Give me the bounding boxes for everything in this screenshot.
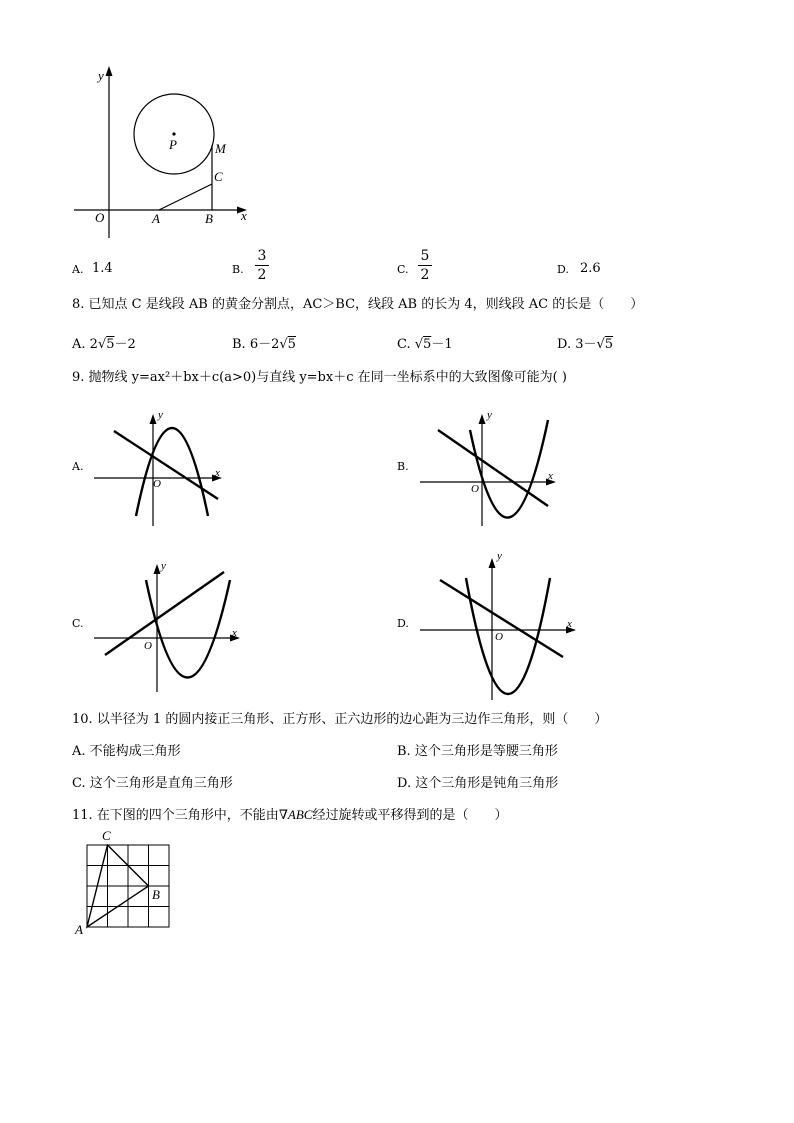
q9-d-origin: O bbox=[495, 631, 503, 643]
q7-option-c-denominator: 2 bbox=[420, 267, 430, 283]
q8-option-c-radical-sign: √ bbox=[414, 337, 424, 352]
q10-option-c: C. 这个三角形是直角三角形 bbox=[72, 776, 233, 791]
q8-option-b-radical-sign: √ bbox=[279, 337, 288, 352]
q10-option-d: D. 这个三角形是钝角三角形 bbox=[397, 776, 559, 791]
q11-label-c: C bbox=[102, 828, 111, 843]
q7-point-p: P bbox=[169, 137, 177, 152]
q9-d-y-label: y bbox=[497, 550, 502, 562]
q8-option-b-radicand: 5 bbox=[287, 337, 296, 352]
q9-a-origin: O bbox=[153, 478, 161, 490]
q9-stem: 9. 抛物线 y=ax²＋bx＋c(a>0)与直线 y=bx＋c 在同一坐标系中的大致图像可能为( ) bbox=[72, 370, 567, 385]
q11-stem-post: 经过旋转或平移得到的是（ ） bbox=[312, 808, 508, 823]
q9-b-origin: O bbox=[471, 483, 479, 495]
q8-option-b-pre: B. 6－2 bbox=[232, 337, 280, 352]
q11-stem-pre: 11. 在下图的四个三角形中，不能由 bbox=[72, 808, 279, 823]
q9-option-d-letter: D. bbox=[397, 617, 409, 630]
q7-point-c: C bbox=[214, 169, 223, 184]
q8-option-d-pre: D. 3－ bbox=[557, 337, 597, 352]
q9-c-origin: O bbox=[144, 640, 152, 652]
q7-option-d-value: 2.6 bbox=[580, 261, 601, 276]
q11-label-b: B bbox=[152, 887, 160, 902]
q10-option-b: B. 这个三角形是等腰三角形 bbox=[397, 744, 558, 759]
q8-option-c-post: －1 bbox=[431, 337, 453, 352]
q8-stem: 8. 已知点 C 是线段 AB 的黄金分割点，AC＞BC，线段 AB 的长为 4，则线段 AC 的长是（ ） bbox=[72, 297, 644, 312]
q8-option-a-pre: A. 2 bbox=[72, 337, 98, 352]
q11-label-a: A bbox=[75, 922, 83, 937]
q10-stem: 10. 以半径为 1 的圆内接正三角形、正方形、正六边形的边心距为三边作三角形，则（ ） bbox=[72, 712, 608, 727]
q9-d-x-label: x bbox=[567, 618, 572, 630]
q9-option-c-letter: C. bbox=[72, 617, 84, 630]
q9-c-y-label: y bbox=[161, 560, 166, 572]
q7-point-b: B bbox=[205, 211, 213, 226]
q7-option-b-letter: B. bbox=[232, 263, 244, 276]
q11-stem-triangle: ∇ABC bbox=[278, 807, 313, 822]
q7-option-a-value: 1.4 bbox=[92, 261, 113, 276]
q7-option-a-letter: A. bbox=[72, 263, 84, 276]
q7-option-c-letter: C. bbox=[397, 263, 409, 276]
q7-x-label: x bbox=[241, 208, 247, 223]
q9-c-x-label: x bbox=[232, 627, 237, 639]
q8-option-d-radical-sign: √ bbox=[596, 337, 605, 352]
q7-option-c-numerator: 5 bbox=[420, 248, 430, 264]
q7-option-b-numerator: 3 bbox=[257, 248, 267, 264]
q7-point-m: M bbox=[215, 141, 226, 156]
q8-option-c-radicand: 5 bbox=[423, 337, 432, 352]
q7-option-b-denominator: 2 bbox=[257, 267, 267, 283]
q9-a-x-label: x bbox=[215, 467, 220, 479]
q8-option-a-post: －2 bbox=[114, 337, 136, 352]
q8-option-d-radicand: 5 bbox=[604, 337, 614, 352]
q9-option-b-letter: B. bbox=[397, 460, 409, 473]
q9-option-a-letter: A. bbox=[72, 460, 84, 473]
q7-y-label: y bbox=[98, 68, 104, 83]
q7-point-a: A bbox=[152, 211, 160, 226]
q9-b-x-label: x bbox=[548, 470, 553, 482]
q8-option-a-radicand: 5 bbox=[106, 337, 115, 352]
q10-option-a: A. 不能构成三角形 bbox=[72, 744, 181, 759]
q9-b-y-label: y bbox=[487, 409, 492, 421]
q8-option-a-radical-sign: √ bbox=[97, 337, 107, 352]
q8-option-c-pre: C. bbox=[397, 337, 415, 352]
q7-option-d-letter: D. bbox=[557, 263, 569, 276]
q9-a-y-label: y bbox=[158, 409, 163, 421]
q7-origin-label: O bbox=[95, 210, 105, 225]
